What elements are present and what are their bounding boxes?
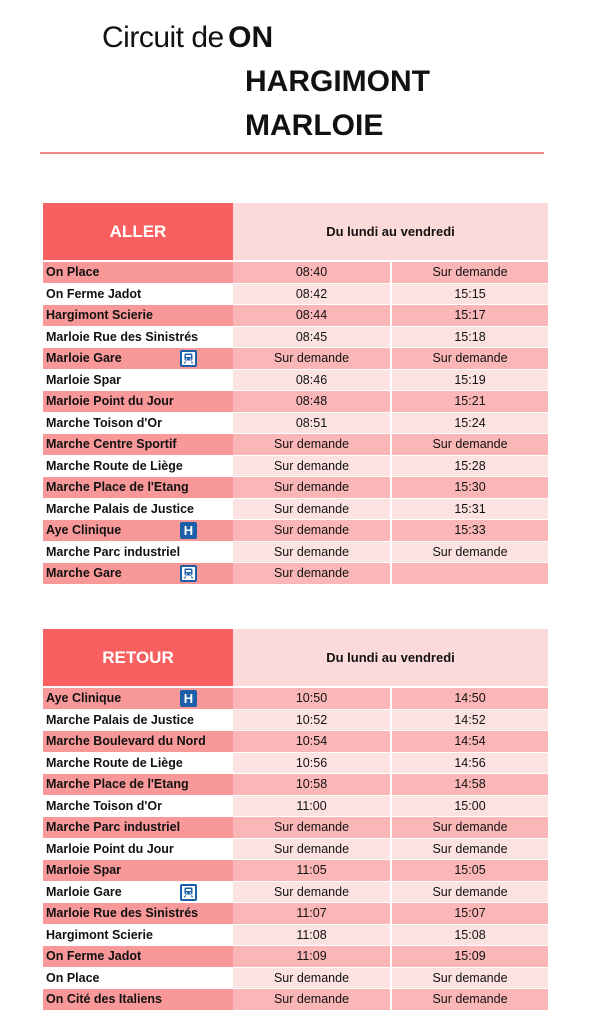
time-cell-afternoon: 15:17 bbox=[390, 305, 548, 326]
stop-name bbox=[43, 903, 233, 924]
time-cell-afternoon: Sur demande bbox=[390, 434, 548, 455]
stop-name-text: Marloie Rue des Sinistrés bbox=[46, 906, 199, 921]
table-row bbox=[43, 477, 548, 499]
time-cell-afternoon: 15:05 bbox=[390, 860, 548, 881]
time-cell-morning: Sur demande bbox=[233, 520, 390, 541]
time-cell-morning: 11:05 bbox=[233, 860, 390, 881]
table-row bbox=[43, 262, 548, 284]
time-cell-morning: Sur demande bbox=[233, 434, 390, 455]
time-cell-afternoon: 15:09 bbox=[390, 946, 548, 967]
stop-name-text: Marloie Spar bbox=[46, 863, 122, 878]
time-cell-morning: Sur demande bbox=[233, 839, 390, 860]
time-cell-morning: 11:09 bbox=[233, 946, 390, 967]
time-cell-afternoon: 15:08 bbox=[390, 925, 548, 946]
title-marloie: MARLOIE bbox=[245, 109, 384, 142]
table-row bbox=[43, 968, 548, 990]
time-cell-morning: Sur demande bbox=[233, 563, 390, 584]
retour-period: Du lundi au vendredi bbox=[233, 629, 548, 686]
time-cell-morning: 11:00 bbox=[233, 796, 390, 817]
table-row bbox=[43, 391, 548, 413]
time-cell-afternoon: Sur demande bbox=[390, 817, 548, 838]
stop-name-text: Marloie Gare bbox=[46, 351, 122, 366]
stop-name bbox=[43, 327, 233, 348]
table-row bbox=[43, 456, 548, 478]
stop-name-text: On Ferme Jadot bbox=[46, 949, 142, 964]
train-icon bbox=[180, 884, 197, 901]
time-cell-afternoon: 15:07 bbox=[390, 903, 548, 924]
stop-name bbox=[43, 391, 233, 412]
time-cell-afternoon: Sur demande bbox=[390, 989, 548, 1010]
time-cell-afternoon: 14:54 bbox=[390, 731, 548, 752]
stop-name-text: Marche Route de Liège bbox=[46, 458, 183, 473]
table-row bbox=[43, 903, 548, 925]
time-cell-afternoon: 15:24 bbox=[390, 413, 548, 434]
table-row bbox=[43, 434, 548, 456]
stop-name bbox=[43, 305, 233, 326]
stop-name bbox=[43, 370, 233, 391]
time-cell-afternoon: Sur demande bbox=[390, 882, 548, 903]
stop-name-text: On Ferme Jadot bbox=[46, 286, 142, 301]
hospital-icon: H bbox=[180, 522, 197, 539]
table-row bbox=[43, 753, 548, 775]
stop-name-text: Marche Palais de Justice bbox=[46, 501, 194, 516]
stop-name bbox=[43, 348, 233, 369]
table-row bbox=[43, 542, 548, 564]
stop-name-text: Hargimont Scierie bbox=[46, 308, 153, 323]
time-cell-morning: 10:56 bbox=[233, 753, 390, 774]
time-cell-afternoon: 15:28 bbox=[390, 456, 548, 477]
time-cell-afternoon bbox=[390, 563, 548, 584]
time-cell-afternoon: 15:19 bbox=[390, 370, 548, 391]
table-row bbox=[43, 925, 548, 947]
time-cell-afternoon: 14:56 bbox=[390, 753, 548, 774]
stop-name-text: Marche Parc industriel bbox=[46, 544, 181, 559]
stop-name bbox=[43, 434, 233, 455]
time-cell-morning: 08:42 bbox=[233, 284, 390, 305]
time-cell-morning: 08:51 bbox=[233, 413, 390, 434]
table-row bbox=[43, 413, 548, 435]
table-row bbox=[43, 688, 548, 710]
stop-name bbox=[43, 284, 233, 305]
time-cell-morning: Sur demande bbox=[233, 989, 390, 1010]
table-row bbox=[43, 563, 548, 585]
time-cell-morning: 08:40 bbox=[233, 262, 390, 283]
stop-name bbox=[43, 860, 233, 881]
stop-name-text: Marche Toison d'Or bbox=[46, 415, 162, 430]
stop-name-text: Marche Boulevard du Nord bbox=[46, 734, 206, 749]
time-cell-afternoon: 14:58 bbox=[390, 774, 548, 795]
stop-name bbox=[43, 796, 233, 817]
stop-name bbox=[43, 731, 233, 752]
title-line-1 bbox=[102, 16, 430, 60]
stop-name-text: Marloie Gare bbox=[46, 884, 122, 899]
stop-name-text: Marche Place de l'Etang bbox=[46, 480, 189, 495]
stop-name bbox=[43, 882, 233, 903]
stop-name bbox=[43, 968, 233, 989]
time-cell-morning: 08:45 bbox=[233, 327, 390, 348]
aller-header bbox=[43, 203, 548, 260]
title-hargimont: HARGIMONT bbox=[245, 65, 430, 98]
time-cell-morning: 08:46 bbox=[233, 370, 390, 391]
time-cell-afternoon: Sur demande bbox=[390, 542, 548, 563]
stop-name bbox=[43, 477, 233, 498]
time-cell-morning: 08:48 bbox=[233, 391, 390, 412]
stop-name bbox=[43, 774, 233, 795]
retour-label: RETOUR bbox=[43, 629, 233, 686]
time-cell-morning: Sur demande bbox=[233, 456, 390, 477]
table-row bbox=[43, 520, 548, 542]
stop-name-text: On Place bbox=[46, 970, 100, 985]
time-cell-morning: Sur demande bbox=[233, 542, 390, 563]
table-row bbox=[43, 499, 548, 521]
table-row bbox=[43, 839, 548, 861]
stop-name bbox=[43, 946, 233, 967]
aller-rows bbox=[43, 262, 548, 585]
aller-period: Du lundi au vendredi bbox=[233, 203, 548, 260]
table-row bbox=[43, 796, 548, 818]
stop-name bbox=[43, 688, 233, 709]
time-cell-afternoon: 15:18 bbox=[390, 327, 548, 348]
table-row bbox=[43, 348, 548, 370]
time-cell-morning: Sur demande bbox=[233, 499, 390, 520]
title-prefix: Circuit de bbox=[102, 21, 224, 54]
table-row bbox=[43, 710, 548, 732]
time-cell-afternoon: Sur demande bbox=[390, 348, 548, 369]
table-row bbox=[43, 327, 548, 349]
stop-name-text: Marche Place de l'Etang bbox=[46, 777, 189, 792]
time-cell-morning: 10:50 bbox=[233, 688, 390, 709]
stop-name bbox=[43, 413, 233, 434]
time-cell-afternoon: 15:21 bbox=[390, 391, 548, 412]
stop-name bbox=[43, 839, 233, 860]
stop-name-text: Marche Palais de Justice bbox=[46, 712, 194, 727]
table-row bbox=[43, 946, 548, 968]
stop-name-text: Hargimont Scierie bbox=[46, 927, 153, 942]
stop-name-text: Marche Parc industriel bbox=[46, 820, 181, 835]
time-cell-afternoon: 15:00 bbox=[390, 796, 548, 817]
table-row bbox=[43, 305, 548, 327]
stop-name bbox=[43, 499, 233, 520]
stop-name-text: On Place bbox=[46, 265, 100, 280]
stop-name-text: On Cité des Italiens bbox=[46, 992, 163, 1007]
stop-name-text: Marche Gare bbox=[46, 566, 122, 581]
title-line-3 bbox=[102, 104, 430, 148]
stop-name-text: Aye Clinique bbox=[46, 691, 122, 706]
title-divider bbox=[40, 152, 544, 154]
stop-name bbox=[43, 262, 233, 283]
time-cell-afternoon: 15:15 bbox=[390, 284, 548, 305]
time-cell-morning: 10:58 bbox=[233, 774, 390, 795]
time-cell-afternoon: 14:52 bbox=[390, 710, 548, 731]
stop-name bbox=[43, 456, 233, 477]
time-cell-afternoon: 15:31 bbox=[390, 499, 548, 520]
stop-name-text: Marche Route de Liège bbox=[46, 755, 183, 770]
table-row bbox=[43, 774, 548, 796]
stop-name-text: Marloie Point du Jour bbox=[46, 394, 174, 409]
time-cell-afternoon: 14:50 bbox=[390, 688, 548, 709]
time-cell-morning: Sur demande bbox=[233, 882, 390, 903]
table-row bbox=[43, 860, 548, 882]
time-cell-morning: Sur demande bbox=[233, 968, 390, 989]
table-row bbox=[43, 989, 548, 1011]
stop-name bbox=[43, 563, 233, 584]
page-title bbox=[102, 16, 430, 148]
table-row bbox=[43, 731, 548, 753]
train-icon bbox=[180, 350, 197, 367]
hospital-icon: H bbox=[180, 690, 197, 707]
time-cell-morning: 11:07 bbox=[233, 903, 390, 924]
table-row bbox=[43, 882, 548, 904]
stop-name-text: Marloie Rue des Sinistrés bbox=[46, 329, 199, 344]
table-row bbox=[43, 370, 548, 392]
stop-name bbox=[43, 710, 233, 731]
time-cell-morning: Sur demande bbox=[233, 477, 390, 498]
stop-name-text: Marloie Spar bbox=[46, 372, 122, 387]
time-cell-morning: 10:54 bbox=[233, 731, 390, 752]
train-icon bbox=[180, 565, 197, 582]
time-cell-afternoon: Sur demande bbox=[390, 839, 548, 860]
stop-name bbox=[43, 542, 233, 563]
stop-name bbox=[43, 817, 233, 838]
stop-name-text: Marche Centre Sportif bbox=[46, 437, 177, 452]
time-cell-afternoon: 15:33 bbox=[390, 520, 548, 541]
time-cell-morning: 11:08 bbox=[233, 925, 390, 946]
time-cell-morning: 10:52 bbox=[233, 710, 390, 731]
stop-name-text: Marloie Point du Jour bbox=[46, 841, 174, 856]
retour-table bbox=[43, 629, 548, 1011]
table-row bbox=[43, 284, 548, 306]
stop-name-text: Aye Clinique bbox=[46, 523, 122, 538]
title-line-2 bbox=[102, 60, 430, 104]
stop-name bbox=[43, 989, 233, 1010]
time-cell-morning: Sur demande bbox=[233, 817, 390, 838]
stop-name bbox=[43, 753, 233, 774]
table-row bbox=[43, 817, 548, 839]
retour-rows bbox=[43, 688, 548, 1011]
time-cell-afternoon: Sur demande bbox=[390, 968, 548, 989]
aller-table bbox=[43, 203, 548, 585]
stop-name bbox=[43, 925, 233, 946]
title-on: ON bbox=[228, 21, 274, 54]
retour-header bbox=[43, 629, 548, 686]
stop-name-text: Marche Toison d'Or bbox=[46, 798, 162, 813]
stop-name bbox=[43, 520, 233, 541]
time-cell-morning: Sur demande bbox=[233, 348, 390, 369]
time-cell-afternoon: Sur demande bbox=[390, 262, 548, 283]
time-cell-morning: 08:44 bbox=[233, 305, 390, 326]
aller-label: ALLER bbox=[43, 203, 233, 260]
time-cell-afternoon: 15:30 bbox=[390, 477, 548, 498]
